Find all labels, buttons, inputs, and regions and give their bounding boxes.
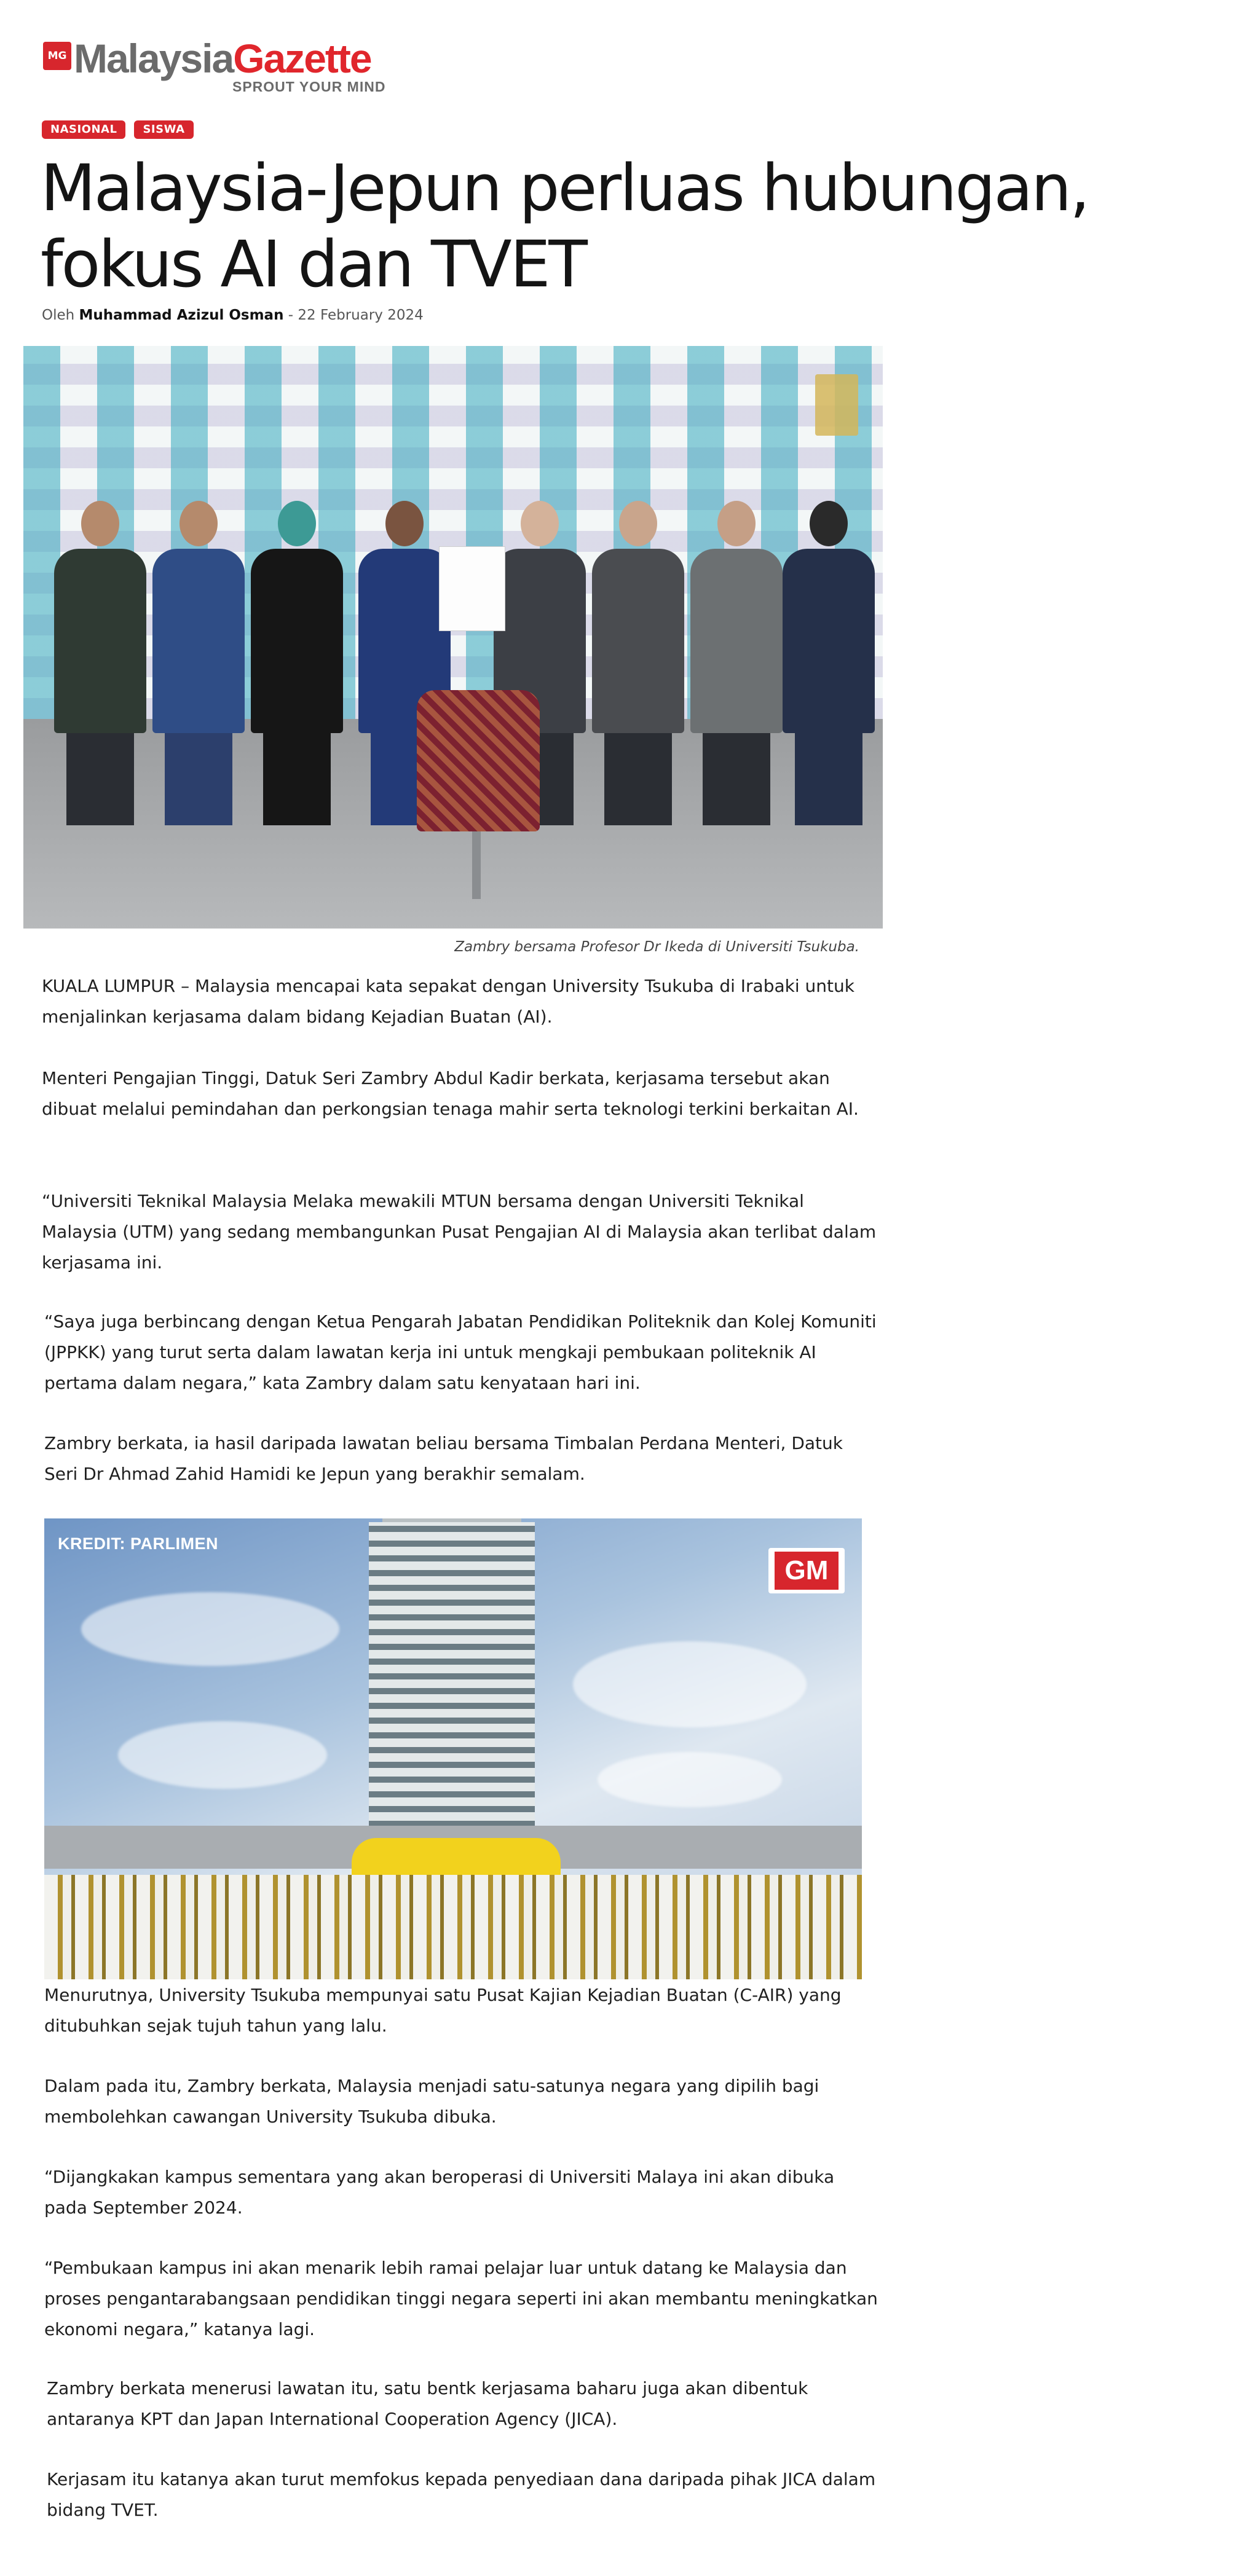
paragraph: “Saya juga berbincang dengan Ketua Pengarah Jabatan Pendidikan Politeknik dan Kolej Komuniti (JPPKK) yang turut serta dalam lawatan kerja ini untuk mengkaji pembukaan politeknik AI pertama dalam negara,” kata Zambry dalam satu kenyataan hari ini. — [44, 1311, 877, 1393]
paragraph: “Dijangkakan kampus sementara yang akan beroperasi di Universiti Malaya ini akan dibuka pada September 2024. — [44, 2167, 835, 2218]
photo-mg-logo — [768, 1548, 845, 1593]
paragraph: Zambry berkata menerusi lawatan itu, satu bentk kerjasama baharu juga akan dibentuk antaranya KPT dan Japan International Cooperation Agency (JICA). — [47, 2378, 808, 2429]
photo-person — [690, 501, 783, 825]
photo-person — [54, 501, 146, 825]
paragraph: “Pembukaan kampus ini akan menarik lebih ramai pelajar luar untuk datang ke Malaysia dan proses pengantarabangsaan pendidikan tinggi negara seperti ini akan membantu meningkatkan ekonomi negara,” katanya lagi. — [44, 2258, 878, 2339]
photo-table-leg — [472, 831, 481, 899]
photo-table — [417, 690, 540, 831]
logo-badge: MG — [43, 42, 71, 70]
paragraph: Menteri Pengajian Tinggi, Datuk Seri Zambry Abdul Kadir berkata, kerjasama tersebut akan dibuat melalui pemindahan dan perkongsian tenaga mahir serta teknologi terkini berkaitan AI. — [42, 1068, 859, 1119]
site-logo[interactable] — [43, 36, 387, 95]
article-photo-signing — [23, 346, 883, 929]
logo-gazette: Gazette — [233, 36, 371, 81]
photo-credit: KREDIT: PARLIMEN — [58, 1534, 218, 1553]
photo-crowd — [44, 1875, 862, 1979]
paragraph: Menurutnya, University Tsukuba mempunyai satu Pusat Kajian Kejadian Buatan (C-AIR) yang ditubuhkan sejak tujuh tahun yang lalu. — [44, 1985, 842, 2036]
byline-prefix: Oleh — [42, 307, 75, 323]
paragraph: Zambry berkata, ia hasil daripada lawatan beliau bersama Timbalan Perdana Menteri, Datuk Seri Dr Ahmad Zahid Hamidi ke Jepun yang berakhir semalam. — [44, 1433, 843, 1484]
photo-caption: Zambry bersama Profesor Dr Ikeda di Universiti Tsukuba. — [454, 939, 859, 955]
paragraph: Dalam pada itu, Zambry berkata, Malaysia menjadi satu-satunya negara yang dipilih bagi membolehkan cawangan University Tsukuba dibuka. — [44, 2076, 819, 2127]
author-link[interactable]: Muhammad Azizul Osman — [79, 307, 284, 323]
photo-person — [592, 501, 684, 825]
photo-mg-logo-text: GM — [775, 1552, 839, 1590]
paragraph: KUALA LUMPUR – Malaysia mencapai kata sepakat dengan University Tsukuba di Irabaki untuk menjalinkan kerjasama dalam bidang Kejadian Buatan (AI). — [42, 976, 854, 1027]
photo-tent — [352, 1838, 561, 1875]
article-headline: Malaysia-Jepun perluas hubungan, fokus AI dan TVET — [41, 151, 1089, 302]
photo-document — [439, 546, 505, 631]
byline — [42, 307, 424, 323]
publish-date: 22 February 2024 — [298, 307, 424, 323]
photo-person — [251, 501, 343, 825]
category-tag-nasional[interactable]: NASIONAL — [42, 120, 125, 139]
logo-wordmark — [74, 38, 371, 79]
category-tag-siswa[interactable]: SISWA — [134, 120, 193, 139]
logo-tagline: SPROUT YOUR MIND — [232, 79, 386, 95]
logo-malaysia: Malaysia — [74, 36, 234, 81]
article-photo-parliament — [44, 1518, 862, 1979]
photo-watermark — [815, 374, 858, 436]
byline-separator: - — [288, 307, 294, 323]
photo-person — [152, 501, 245, 825]
photo-tower — [369, 1522, 535, 1842]
paragraph: “Universiti Teknikal Malaysia Melaka mewakili MTUN bersama dengan Universiti Teknikal Malaysia (UTM) yang sedang membangunkan Pusat Pengajian AI di Malaysia akan terlibat dalam kerjasama ini. — [42, 1191, 877, 1273]
paragraph: Kerjasam itu katanya akan turut memfokus kepada penyediaan dana daripada pihak JICA dalam bidang TVET. — [47, 2469, 876, 2520]
category-tags — [42, 120, 194, 139]
photo-person — [783, 501, 875, 825]
